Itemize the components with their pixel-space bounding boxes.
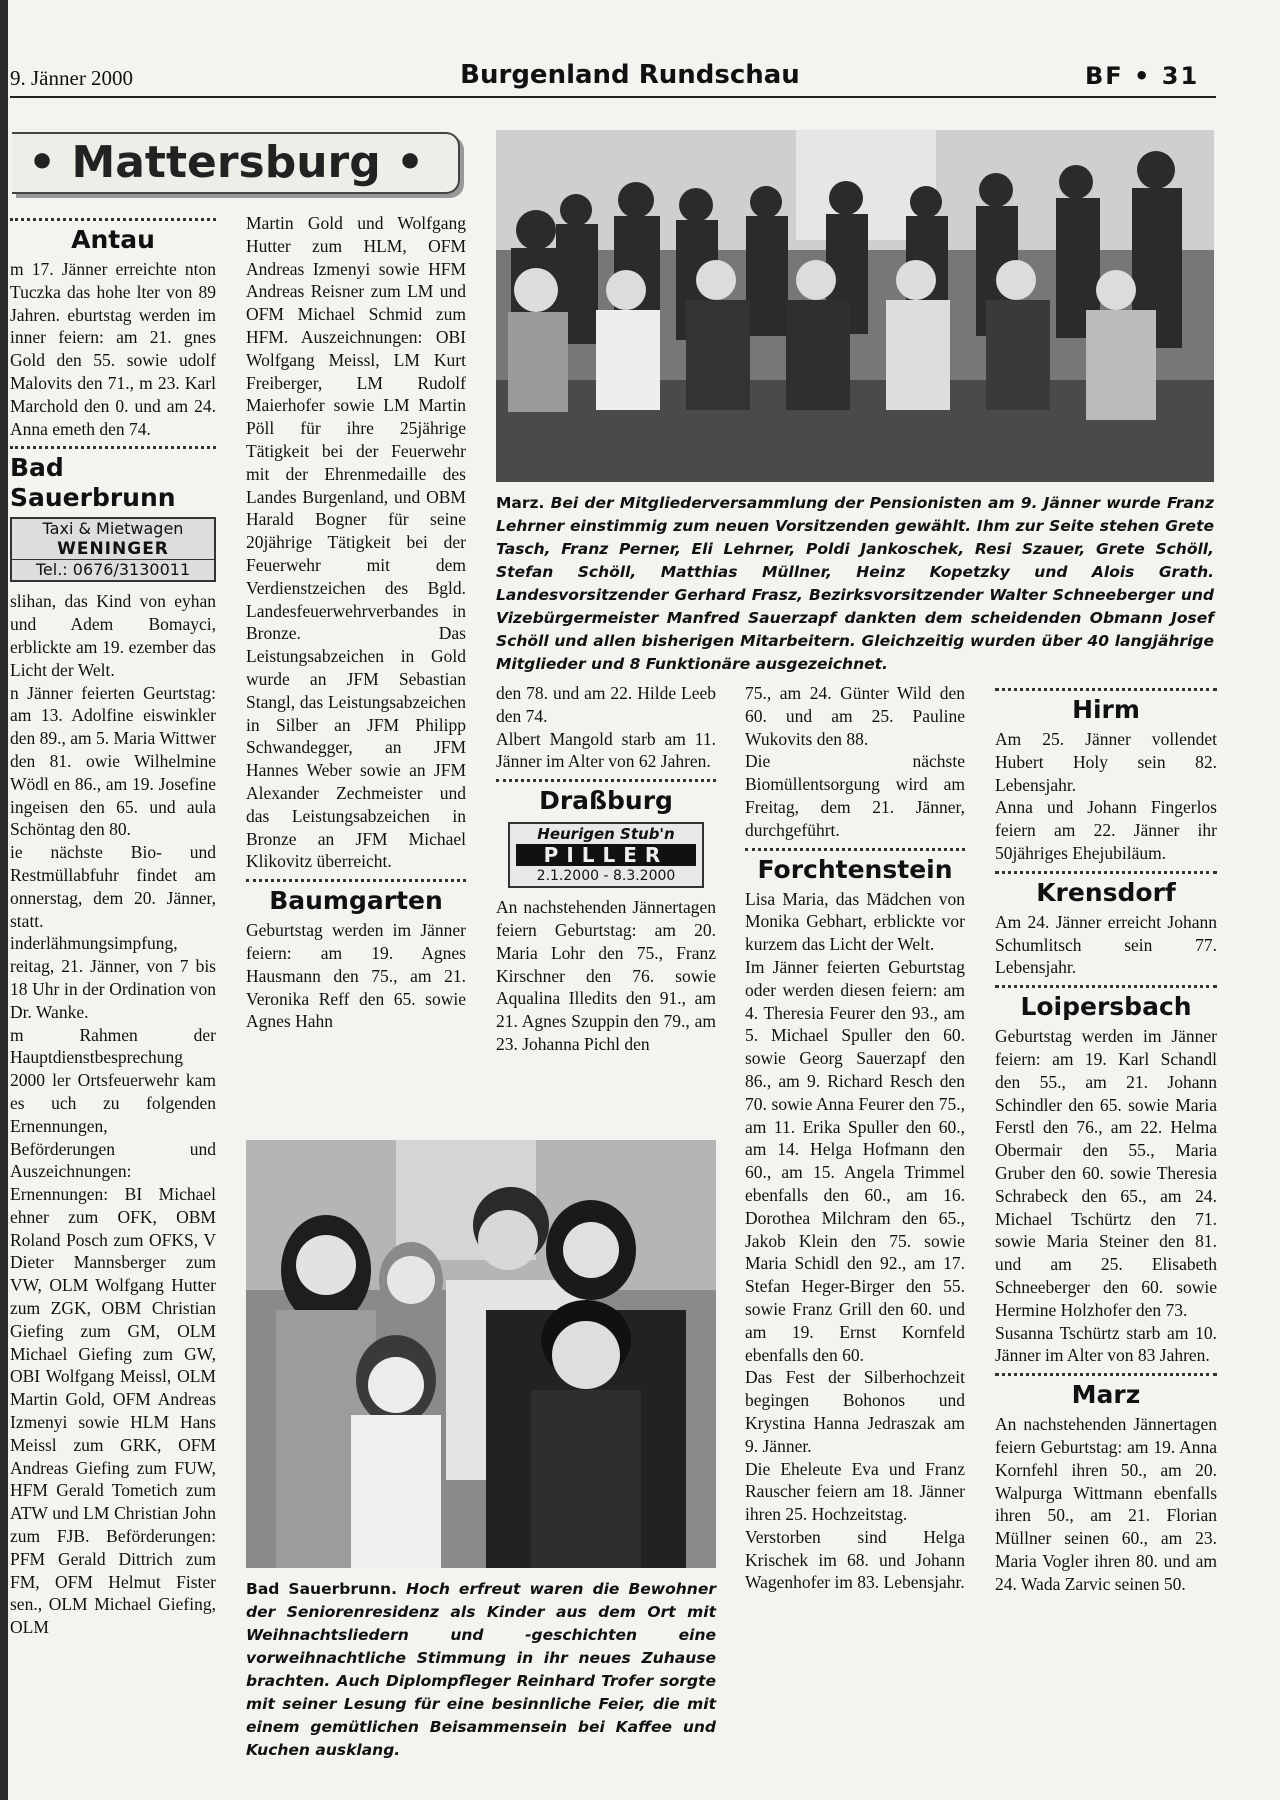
article-text: Am 25. Jänner vollendet Hubert Holy sein 82. Lebensjahr. xyxy=(995,729,1217,795)
group-photo-image xyxy=(496,130,1214,482)
divider xyxy=(745,848,965,851)
heading-krensdorf: Krensdorf xyxy=(1036,877,1176,907)
divider xyxy=(995,688,1217,691)
article-text: Geburtstag werden im Jänner feiern: am 19. Karl Schandl den 55., am 21. Johann Schindler den 65. sowie Maria Ferstl den 76., am 22. Helma Obermair den 55., Maria Gruber den 60. sowie Theresia Schrabeck den 65., am 24. Michael Tschürtz den 71. sowie Maria Steiner den 81. und am 25. Elisabeth Schneeberger den 60. sowie Hermine Holzhofer den 73. xyxy=(995,1026,1217,1320)
ad-line: Taxi & Mietwagen xyxy=(42,519,184,539)
newspaper-title: Burgenland Rundschau xyxy=(460,60,800,90)
article-text: An nachstehenden Jännertagen feiern Geburtstag: am 20. Maria Lohr den 75., Franz Kirschner den 76. sowie Aqualina Illedits den 91., am 21. Agnes Szuppin den 79., am 23. Johanna Pichl den xyxy=(496,897,716,1054)
divider xyxy=(496,779,716,782)
article-text: ie nächste Bio- und Restmüllabfuhr findet am onnerstag, dem 20. Jänner, statt. xyxy=(10,842,216,931)
page-number: BF • 31 xyxy=(1085,62,1200,90)
issue-date: 9. Jänner 2000 xyxy=(10,66,134,90)
ad-brand: PILLER xyxy=(516,844,696,866)
article-text: Martin Gold und Wolfgang Hutter zum HLM, OFM Andreas Izmenyi sowie HFM Andreas Reisner zum LM und OFM Michael Schmid zum HFM. Auszeichnungen: OBI Wolfgang Meissl, LM Kurt Freiberger, LM Rudolf Maierhofer sowie LM Martin Pöll für ihre 25jährige Tätigkeit bei der Feuerwehr mit der Ehrenmedaille des Landes Burgenland, und OBM Harald Bogner für seine 20jährige Tätigkeit bei der Feuerwehr mit dem Verdienstzeichen des Bgld. Landesfeuerwehrverbandes in Bronze. Das Leistungsabzeichen in Gold wurde an JFM Sebastian Stangl, das Leistungsabzeichen in Silber an JFM Philipp Schwandegger, an JFM Hannes Weber sowie an JFM Alexander Zechmeister und das Leistungsabzeichen in Bronze an JFM Michael Klikovitz überreicht. xyxy=(246,213,466,872)
article-text: Albert Mangold starb am 11. Jänner im Alter von 62 Jahren. xyxy=(496,728,716,772)
column-4 xyxy=(745,682,965,1594)
divider xyxy=(10,446,216,449)
article-text: Geburtstag werden im Jänner feiern: am 19. Agnes Hausmann den 75., am 21. Veronika Reff den 65. sowie Agnes Hahn xyxy=(246,920,466,1032)
ad-line: Heurigen Stub'n xyxy=(537,825,675,844)
taxi-ad xyxy=(10,517,216,582)
column-1 xyxy=(10,212,216,1639)
article-text: Susanna Tschürtz starb am 10. Jänner im Alter von 83 Jahren. xyxy=(995,1322,1217,1366)
article-text: inderlähmungsimpfung, reitag, 21. Jänner, von 7 bis 18 Uhr in der Ordination von Dr. Wanke. xyxy=(10,933,216,1022)
column-2 xyxy=(246,212,466,1033)
article-text: Im Jänner feierten Geburtstag oder werden diesen feiern: am 4. Theresia Feurer den 93., am 5. Michael Spuller den 60. sowie Georg Sauerzapf den 86., am 9. Richard Resch den 70. sowie Anna Feurer den 75., am 11. Erika Spuller den 60., am 14. Helga Hofmann den 60., am 15. Angela Trimmel ebenfalls den 60., am 16. Dorothea Milchram den 65., Jakob Klein den 75. sowie Maria Schidl den 92., am 17. Stefan Heger-Birger den 55. sowie Franz Grill den 60. und am 19. Ernst Kornfeld ebenfalls den 60. xyxy=(745,956,965,1365)
ad-dates: 2.1.2000 - 8.3.2000 xyxy=(536,868,676,885)
caption-text: Bei der Mitgliederversammlung der Pensionisten am 9. Jänner wurde Franz Lehrner einstimmig zum neuen Vorsitzenden gewählt. Ihm zur Seite stehen Grete Tasch, Franz Perner, Eli Lehrner, Poldi Jankoschek, Resi Szauer, Grete Schöll, Stefan Schöll, Matthias Müllner, Heinz Kopetzky und Alois Grath. Landesvorsitzender Gerhard Frasz, Bezirksvorsitzender Walter Schneeberger und Vizebürgermeister Manfred Sauerzapf dankten dem scheidenden Obmann Josef Schöll und allen bisherigen Mitarbeitern. Gleichzeitig wurden über 40 langjährige Mitglieder und 8 Funktionäre ausgezeichnet. xyxy=(496,494,1214,673)
children-photo-image xyxy=(246,1140,716,1568)
bottom-photo-caption xyxy=(246,1578,716,1762)
column-5 xyxy=(995,682,1217,1596)
article-text: Die Eheleute Eva und Franz Rauscher feiern am 18. Jänner ihren 25. Hochzeitstag. xyxy=(745,1458,965,1525)
ad-phone: Tel.: 0676/3130011 xyxy=(12,559,214,580)
article-text: 75., am 24. Günter Wild den 60. und am 25. Pauline Wukovits den 88. xyxy=(745,683,965,749)
article-text: m 17. Jänner erreichte nton Tuczka das hohe lter von 89 Jahren. eburtstag werden im inner feiern: am 21. gnes Gold den 55. sowie udolf Malovits den 71., m 23. Karl Marchold den 0. und am 24. Anna emeth den 74. xyxy=(10,259,216,439)
heading-drassburg: Draßburg xyxy=(539,786,673,816)
heading-marz: Marz xyxy=(1071,1380,1141,1410)
caption-place: Bad Sauerbrunn. xyxy=(246,1580,397,1598)
divider xyxy=(995,871,1217,874)
column-3 xyxy=(496,682,716,1056)
heading-hirm: Hirm xyxy=(1072,695,1140,724)
article-text: Anna und Johann Fingerlos feiern am 22. Jänner ihr 50jähriges Ehejubiläum. xyxy=(995,797,1217,863)
page-binding-edge xyxy=(0,0,8,1800)
heading-bad-sauerbrunn: Bad Sauerbrunn xyxy=(10,453,176,513)
heading-baumgarten: Baumgarten xyxy=(269,886,443,916)
pensioners-group-photo xyxy=(496,130,1214,482)
article-text: Lisa Maria, das Mädchen von Monika Gebhart, erblickte vor kurzem das Licht der Welt. xyxy=(745,888,965,955)
article-text: m Rahmen der Hauptdienstbesprechung 2000 ler Ortsfeuerwehr kam es uch zu folgenden Ernennungen, Beförderungen und Auszeichnungen: Ernennungen: BI Michael ehner zum OFK, OBM Roland Posch zum OFKS, V Dieter Mannsberger zum VW, OLM Wolfgang Hutter zum ZGK, OBM Christian Giefing zum GM, OLM Michael Giefing zum GW, OBI Wolfgang Meissl, OLM Martin Gold, OFM Andreas Izmenyi sowie HLM Hans Meissl zum GRK, OFM Andreas Giefing zum FUW, HFM Gerald Tometich zum ATW und LM Christian John zum FJB. Beförderungen: PFM Gerald Dittrich zum FM, OFM Helmut Fister sen., OLM Michael Giefing, OLM xyxy=(10,1024,216,1638)
article-text: den 78. und am 22. Hilde Leeb den 74. xyxy=(496,683,716,726)
section-banner: • Mattersburg • xyxy=(12,132,460,194)
heading-forchtenstein: Forchtenstein xyxy=(757,854,953,884)
ad-brand: WENINGER xyxy=(57,539,169,560)
article-text: Verstorben sind Helga Krischek im 68. und Johann Wagenhofer im 83. Lebensjahr. xyxy=(745,1526,965,1593)
heading-loipersbach: Loipersbach xyxy=(1020,992,1192,1022)
divider xyxy=(995,985,1217,988)
caption-place: Marz. xyxy=(496,494,545,512)
header-rule xyxy=(10,96,1216,98)
residence-children-photo xyxy=(246,1140,716,1568)
divider xyxy=(995,1373,1217,1376)
article-text: Das Fest der Silberhochzeit begingen Bohonos und Krystina Hanna Jedraszak am 9. Jänner. xyxy=(745,1367,965,1456)
top-photo-caption xyxy=(496,492,1214,676)
article-text: An nachstehenden Jännertagen feiern Geburtstag: am 19. Anna Kornfehl ihren 50., am 20. Walpurga Wittmann ebenfalls ihren 50., am 21. Florian Müllner seinen 60., am 23. Maria Vogler ihren 80. und am 24. Wada Zarvic seinen 50. xyxy=(995,1414,1217,1594)
article-text: n Jänner feierten Geurtstag: am 13. Adolfine eiswinkler den 89., am 5. Maria Wittwer den 81. owie Wilhelmine Wödl en 86., am 19. Josefine ingeisen den 65. und aula Schöntag den 80. xyxy=(10,682,217,840)
article-text: slihan, das Kind von eyhan und Adem Bomayci, erblickte am 19. ezember das Licht der Welt. xyxy=(10,591,216,680)
heurigen-ad xyxy=(508,822,704,888)
caption-text: Hoch erfreut waren die Bewohner der Seniorenresidenz als Kinder aus dem Ort mit Weihnachtsliedern und -geschichten eine vorweihnachtliche Stimmung in ihr neues Zuhause brachten. Auch Diplompfleger Reinhard Trofer sorgte mit seiner Lesung für eine besinnliche Feier, die mit einem gemütlichen Beisammensein bei Kaffee und Kuchen ausklang. xyxy=(246,1580,716,1759)
divider xyxy=(10,218,216,221)
heading-antau: Antau xyxy=(71,225,155,254)
article-text: Am 24. Jänner erreicht Johann Schumlitsch sein 77. Lebensjahr. xyxy=(995,911,1217,978)
divider xyxy=(246,879,466,882)
article-text: Die nächste Biomüllentsorgung wird am Freitag, dem 21. Jänner, durchgeführt. xyxy=(745,751,965,840)
